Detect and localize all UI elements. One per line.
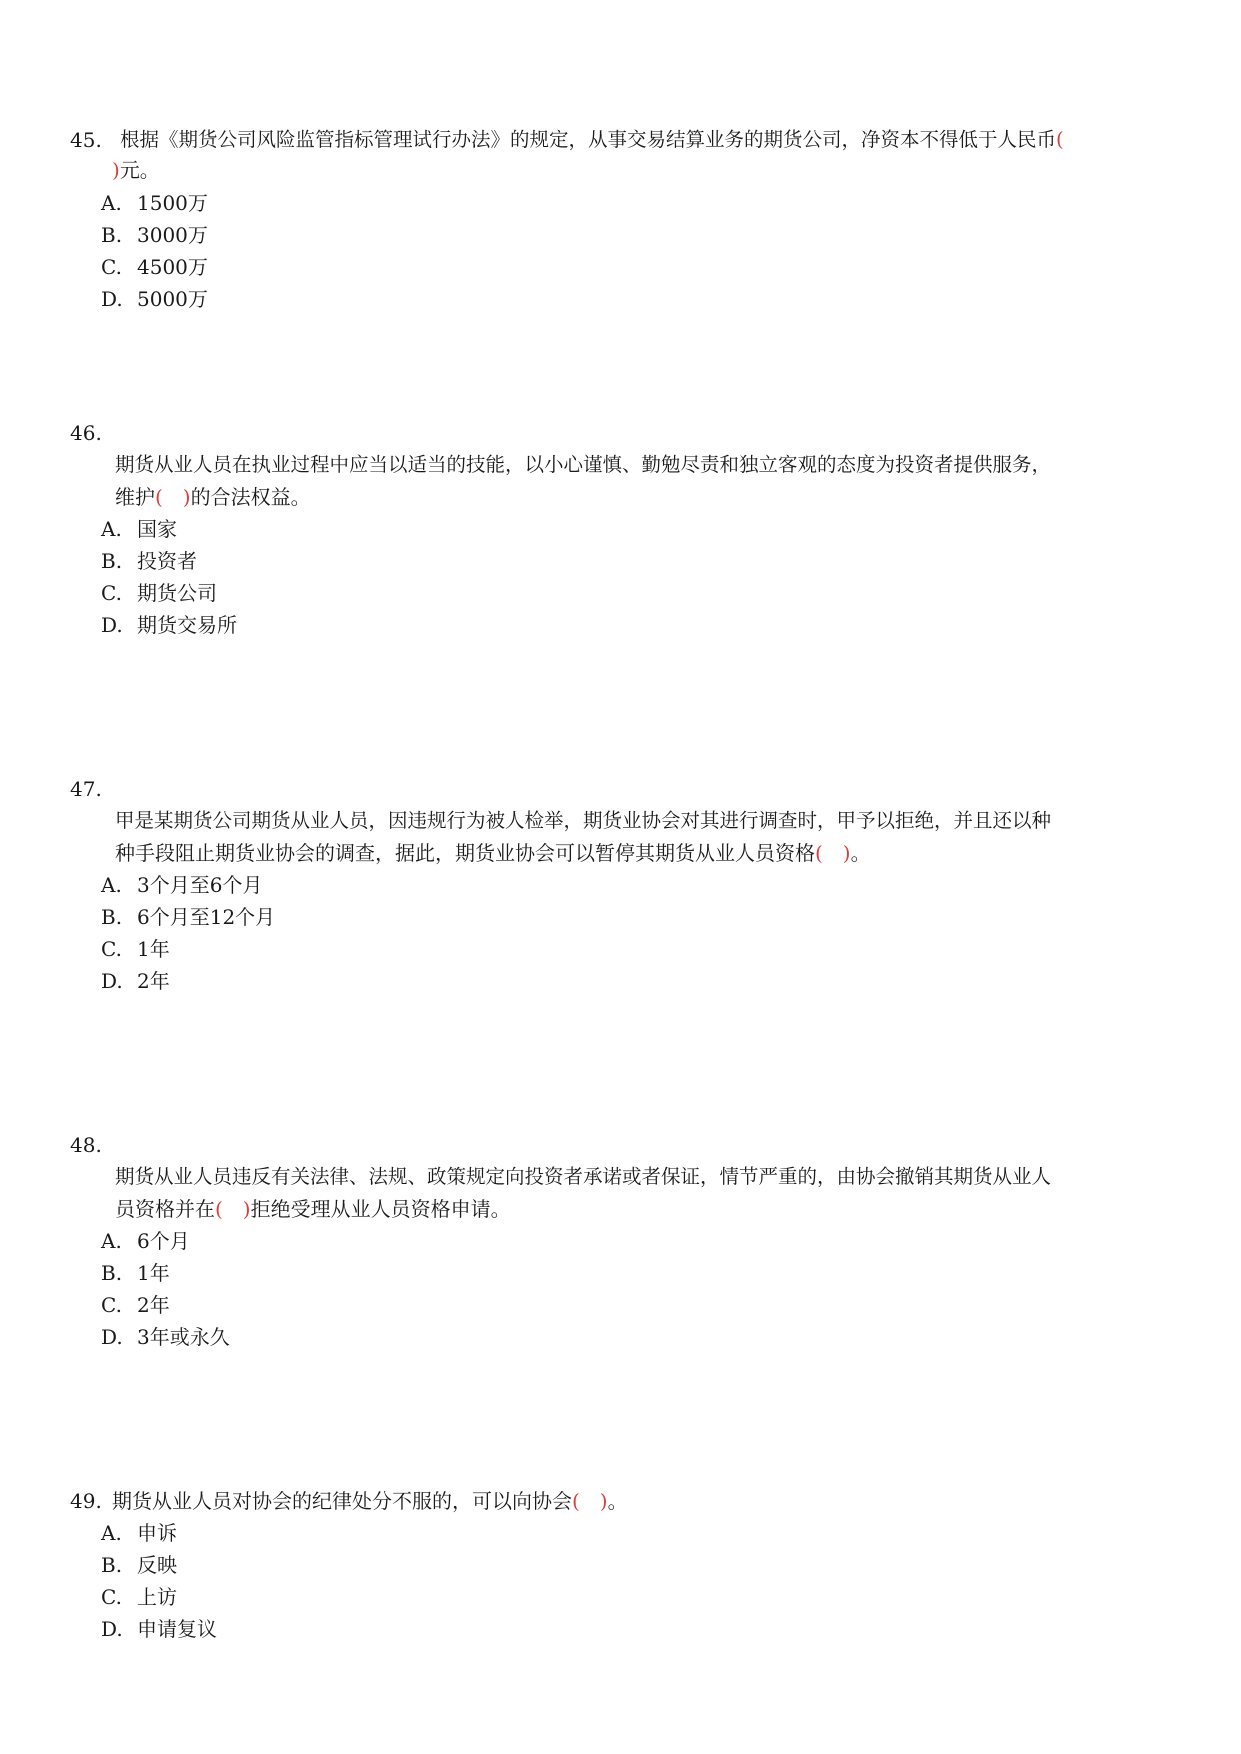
question-text-line-2 bbox=[112, 155, 160, 185]
option-letter: D. bbox=[101, 1617, 123, 1641]
option-text: 1500万 bbox=[137, 191, 208, 215]
option-text: 3000万 bbox=[137, 223, 208, 247]
question-text: 元。 bbox=[119, 158, 160, 182]
question-text: 的合法权益。 bbox=[190, 485, 311, 509]
option-text: 期货交易所 bbox=[137, 613, 237, 637]
option-text: 1年 bbox=[137, 937, 170, 961]
option-a[interactable] bbox=[101, 1226, 190, 1256]
question-text-line-2 bbox=[115, 1194, 511, 1224]
option-letter: D. bbox=[101, 1325, 123, 1349]
question-text-line-1 bbox=[120, 125, 1064, 155]
option-text: 期货公司 bbox=[137, 581, 217, 605]
answer-blank: ( ) bbox=[572, 1489, 608, 1513]
option-letter: B. bbox=[101, 223, 123, 247]
question-text: 期货从业人员在执业过程中应当以适当的技能，以小心谨慎、勤勉尽责和独立客观的态度为投资者提供服务， bbox=[115, 453, 1052, 476]
question-text: 。 bbox=[850, 841, 871, 865]
option-a[interactable] bbox=[101, 870, 262, 900]
option-letter: A. bbox=[101, 1229, 122, 1253]
option-text: 国家 bbox=[137, 517, 177, 541]
option-letter: B. bbox=[101, 549, 123, 573]
question-text: 甲是某期货公司期货从业人员，因违规行为被人检举，期货业协会对其进行调查时，甲予以拒绝，并且还以种 bbox=[115, 809, 1052, 832]
question-number: 48. bbox=[70, 1133, 102, 1157]
option-text: 投资者 bbox=[137, 549, 197, 573]
question-text-line-2 bbox=[115, 838, 871, 868]
option-letter: B. bbox=[101, 1553, 123, 1577]
answer-blank-close: ) bbox=[112, 158, 120, 182]
option-letter: C. bbox=[101, 1293, 122, 1317]
option-letter: A. bbox=[101, 517, 122, 541]
answer-blank: ( ) bbox=[815, 841, 851, 865]
option-b[interactable] bbox=[101, 1258, 170, 1288]
option-text: 6个月至12个月 bbox=[137, 905, 276, 929]
option-text: 反映 bbox=[137, 1553, 177, 1577]
option-letter: C. bbox=[101, 1585, 122, 1609]
option-d[interactable] bbox=[101, 284, 208, 314]
question-text: 员资格并在 bbox=[115, 1197, 215, 1221]
question-text: 期货从业人员对协会的纪律处分不服的，可以向协会 bbox=[112, 1489, 572, 1513]
question-text: 拒绝受理从业人员资格申请。 bbox=[250, 1197, 511, 1221]
question-text-line-1 bbox=[115, 450, 1051, 480]
option-c[interactable] bbox=[101, 578, 217, 608]
question-text: 维护 bbox=[115, 485, 155, 509]
option-c[interactable] bbox=[101, 1582, 177, 1612]
question-text-line-1 bbox=[115, 806, 1051, 836]
option-d[interactable] bbox=[101, 1614, 217, 1644]
option-text: 5000万 bbox=[137, 287, 208, 311]
option-d[interactable] bbox=[101, 1322, 230, 1352]
option-c[interactable] bbox=[101, 252, 208, 282]
option-a[interactable] bbox=[101, 1518, 177, 1548]
option-a[interactable] bbox=[101, 514, 177, 544]
option-letter: D. bbox=[101, 287, 123, 311]
question-number: 49. bbox=[70, 1489, 102, 1513]
option-letter: B. bbox=[101, 1261, 123, 1285]
question-text: 期货从业人员违反有关法律、法规、政策规定向投资者承诺或者保证，情节严重的，由协会撤销其期货从业人 bbox=[115, 1165, 1052, 1188]
question-text: 。 bbox=[607, 1489, 628, 1513]
answer-blank: ( ) bbox=[215, 1197, 251, 1221]
option-letter: A. bbox=[101, 873, 122, 897]
question-text: 种手段阻止期货业协会的调查，据此，期货业协会可以暂停其期货从业人员资格 bbox=[115, 841, 815, 865]
option-letter: C. bbox=[101, 937, 122, 961]
option-text: 3个月至6个月 bbox=[137, 873, 263, 897]
option-c[interactable] bbox=[101, 1290, 170, 1320]
question-number: 46. bbox=[70, 421, 102, 445]
option-text: 4500万 bbox=[137, 255, 208, 279]
option-letter: B. bbox=[101, 905, 123, 929]
option-b[interactable] bbox=[101, 220, 208, 250]
question-text: 根据《期货公司风险监管指标管理试行办法》的规定，从事交易结算业务的期货公司，净资本不得低于人民币 bbox=[120, 128, 1057, 151]
option-text: 2年 bbox=[137, 1293, 170, 1317]
option-b[interactable] bbox=[101, 1550, 177, 1580]
question-number: 45. bbox=[70, 128, 102, 152]
option-letter: C. bbox=[101, 581, 122, 605]
option-text: 3年或永久 bbox=[137, 1325, 230, 1349]
question-text-line-1 bbox=[112, 1486, 628, 1516]
option-letter: C. bbox=[101, 255, 122, 279]
answer-blank: ( ) bbox=[155, 485, 191, 509]
answer-blank-open: ( bbox=[1056, 128, 1064, 151]
option-d[interactable] bbox=[101, 610, 237, 640]
option-c[interactable] bbox=[101, 934, 170, 964]
option-letter: A. bbox=[101, 1521, 122, 1545]
question-number: 47. bbox=[70, 777, 102, 801]
option-b[interactable] bbox=[101, 902, 275, 932]
option-letter: D. bbox=[101, 613, 123, 637]
option-b[interactable] bbox=[101, 546, 197, 576]
option-a[interactable] bbox=[101, 188, 208, 218]
option-text: 申请复议 bbox=[137, 1617, 217, 1641]
question-text-line-2 bbox=[115, 482, 311, 512]
option-letter: A. bbox=[101, 191, 122, 215]
option-text: 6个月 bbox=[137, 1229, 190, 1253]
option-text: 申诉 bbox=[137, 1521, 177, 1545]
option-d[interactable] bbox=[101, 966, 170, 996]
question-text-line-1 bbox=[115, 1162, 1051, 1192]
option-text: 2年 bbox=[137, 969, 170, 993]
option-text: 1年 bbox=[137, 1261, 170, 1285]
option-text: 上访 bbox=[137, 1585, 177, 1609]
option-letter: D. bbox=[101, 969, 123, 993]
